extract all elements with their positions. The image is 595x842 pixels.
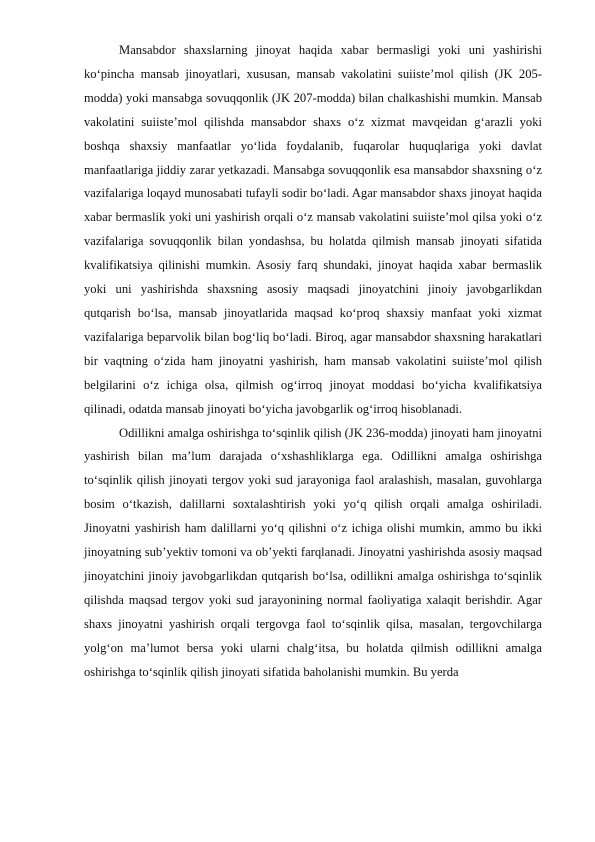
paragraph-2: Odillikni amalga oshirishga to‘sqinlik qilish (JK 236-modda) jinoyati ham jinoyatni yashirish bilan ma’lum darajada o‘xshashliklarga ega. Odillikni amalga oshirishga to‘sqinlik qilish jinoyati tergov yoki sud jarayoniga faol aralashish, masalan, guvohlarga bosim o‘tkazish, dalillarni soxtalashtirish yoki yo‘q qilish orqali amalga oshiriladi. Jinoyatni yashirish ham dalillarni yo‘q qilishni o‘z ichiga olishi mumkin, ammo bu ikki jinoyatning sub’yektiv tomoni va ob’yekti farqlanadi. Jinoyatni yashirishda asosiy maqsad jinoyatchini jinoiy javobgarlikdan qutqarish bo‘lsa, odillikni amalga oshirishga to‘sqinlik qilishda maqsad tergov yoki sud jarayonining normal faoliyatiga xalaqit berishdir. Agar shaxs jinoyatni yashirish orqali tergovga faol to‘sqinlik qilsa, masalan, tergovchilarga yolg‘on ma’lumot bersa yoki ularni chalg‘itsa, bu holatda qilmish odillikni amalga oshirishga to‘sqinlik qilish jinoyati sifatida baholanishi mumkin. Bu yerda: [84, 425, 542, 679]
document-page: [84, 39, 542, 684]
paragraph-1: Mansabdor shaxslarning jinoyat haqida xabar bermasligi yoki uni yashirishi ko‘pincha mansab jinoyatlari, xususan, mansab vakolatini suiiste’mol qilish (JK 205-modda) yoki mansabga sovuqqonlik (JK 207-modda) bilan chalkashishi mumkin. Mansab vakolatini suiiste’mol qilishda mansabdor shaxs o‘z xizmat mavqeidan g‘arazli yoki boshqa shaxsiy manfaatlar yo‘lida foydalanib, fuqarolar huquqlariga yoki davlat manfaatlariga jiddiy zarar yetkazadi. Mansabga sovuqqonlik esa mansabdor shaxsning o‘z vazifalariga loqayd munosabati tufayli sodir bo‘ladi. Agar mansabdor shaxs jinoyat haqida xabar bermaslik yoki uni yashirish orqali o‘z mansab vakolatini suiiste’mol qilsa yoki o‘z vazifalariga sovuqqonlik bilan yondashsa, bu holatda qilmish mansab jinoyati sifatida kvalifikatsiya qilinishi mumkin. Asosiy farq shundaki, jinoyat haqida xabar bermaslik yoki uni yashirishda shaxsning asosiy maqsadi jinoyatchini jinoiy javobgarlikdan qutqarish bo‘lsa, mansab jinoyatlarida maqsad ko‘proq shaxsiy manfaat yoki xizmat vazifalariga beparvolik bilan bog‘liq bo‘ladi. Biroq, agar mansabdor shaxsning harakatlari bir vaqtning o‘zida ham jinoyatni yashirish, ham mansab vakolatini suiiste’mol qilish belgilarini o‘z ichiga olsa, qilmish og‘irroq jinoyat moddasi bo‘yicha kvalifikatsiya qilinadi, odatda mansab jinoyati bo‘yicha javobgarlik og‘irroq hisoblanadi.: [84, 43, 542, 416]
